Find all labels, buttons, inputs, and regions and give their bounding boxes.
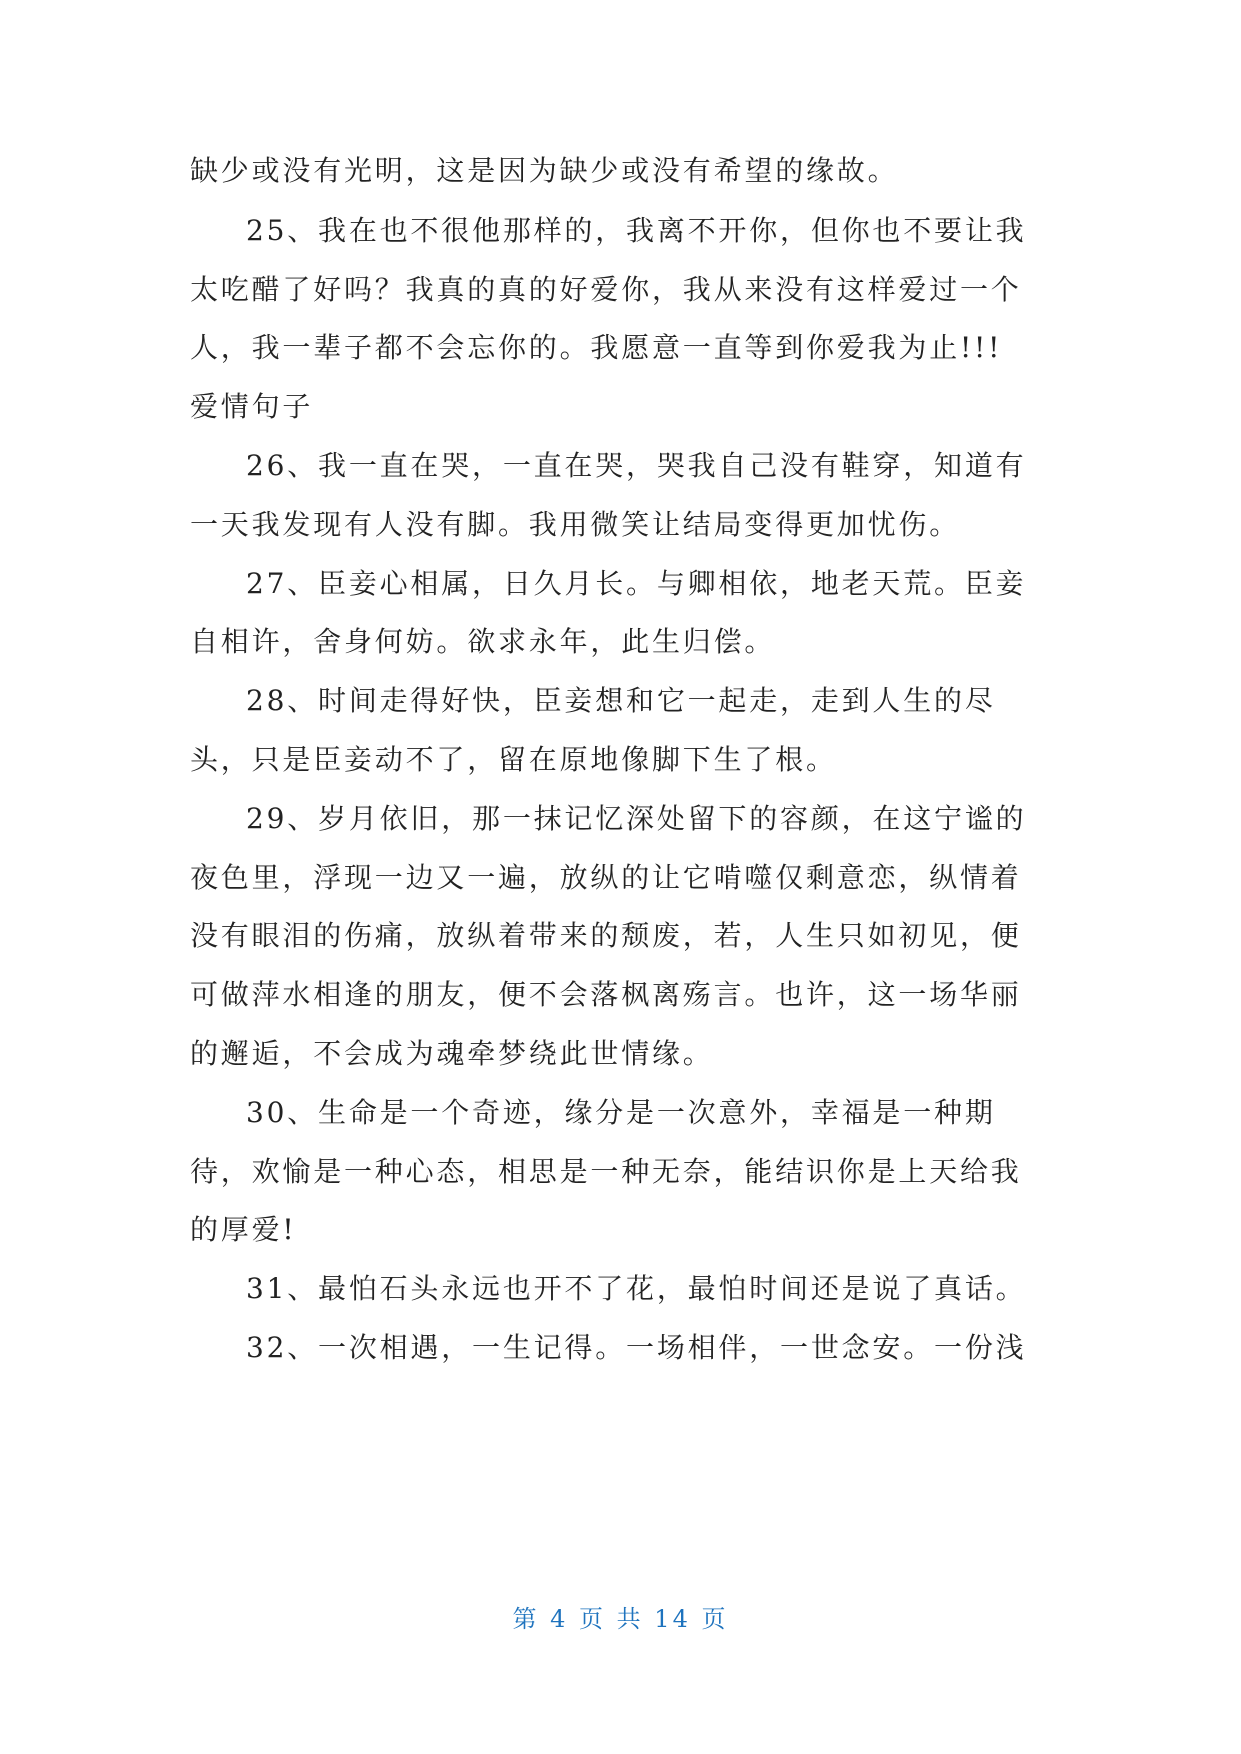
text-line: 缺少或没有光明，这是因为缺少或没有希望的缘故。 xyxy=(190,154,899,187)
text-line: 28、时间走得好快，臣妾想和它一起走，走到人生的尽 xyxy=(246,684,996,717)
text-line: 25、我在也不很他那样的，我离不开你，但你也不要让我 xyxy=(246,214,1027,247)
text-line: 的厚爱! xyxy=(190,1213,297,1246)
text-line: 29、岁月依旧，那一抹记忆深处留下的容颜，在这宁谧的 xyxy=(246,802,1027,835)
text-line: 夜色里，浮现一边又一遍，放纵的让它啃噬仅剩意恋，纵情着 xyxy=(190,861,1022,894)
text-line: 一天我发现有人没有脚。我用微笑让结局变得更加忧伤。 xyxy=(190,508,961,541)
text-line: 待，欢愉是一种心态，相思是一种无奈，能结识你是上天给我 xyxy=(190,1155,1022,1188)
text-line: 太吃醋了好吗？我真的真的好爱你，我从来没有这样爱过一个 xyxy=(190,273,1022,306)
page-number-footer xyxy=(0,1603,1241,1635)
text-line: 30、生命是一个奇迹，缘分是一次意外，幸福是一种期 xyxy=(246,1096,996,1129)
text-line: 31、最怕石头永远也开不了花，最怕时间还是说了真话。 xyxy=(246,1272,1027,1305)
text-line: 32、一次相遇，一生记得。一场相伴，一世念安。一份浅 xyxy=(246,1331,1027,1364)
text-line: 可做萍水相逢的朋友，便不会落枫离殇言。也许，这一场华丽 xyxy=(190,978,1022,1011)
text-line: 自相许，舍身何妨。欲求永年，此生归偿。 xyxy=(190,625,776,658)
text-line: 人，我一辈子都不会忘你的。我愿意一直等到你爱我为止!!! xyxy=(190,331,1003,364)
text-line: 27、臣妾心相属，日久月长。与卿相依，地老天荒。臣妾 xyxy=(246,567,1027,600)
text-line: 没有眼泪的伤痛，放纵着带来的颓废，若，人生只如初见，便 xyxy=(190,919,1022,952)
text-line: 的邂逅，不会成为魂牵梦绕此世情缘。 xyxy=(190,1037,714,1070)
text-line: 爱情句子 xyxy=(190,390,314,423)
text-line: 头，只是臣妾动不了，留在原地像脚下生了根。 xyxy=(190,743,837,776)
text-line: 26、我一直在哭，一直在哭，哭我自己没有鞋穿，知道有 xyxy=(246,449,1027,482)
page-number-label: 第 4 页 共 14 页 xyxy=(512,1605,729,1633)
